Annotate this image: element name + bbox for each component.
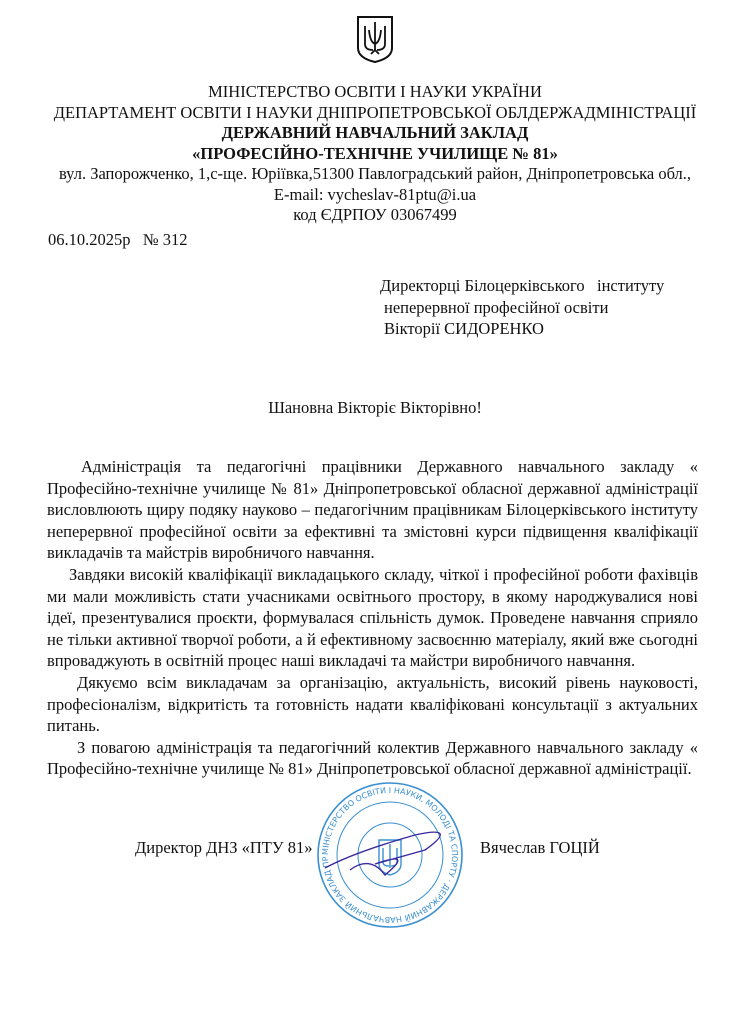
signature-row: [47, 785, 698, 924]
addressee: [380, 275, 664, 340]
institution-name-2: «ПРОФЕСІЙНО-ТЕХНІЧНЕ УЧИЛИЩЕ № 81»: [192, 143, 558, 163]
addressee-line-1: Директорці Білоцерківського інституту: [380, 276, 665, 295]
ministry-name: МІНІСТЕРСТВО ОСВІТИ І НАУКИ УКРАЇНИ: [208, 82, 542, 101]
institution-code: код ЄДРПОУ 03067499: [293, 205, 457, 224]
signatory-name: Вячеслав ГОЦІЙ: [480, 837, 600, 857]
letter-body: [47, 456, 698, 780]
letter-flow: [47, 456, 698, 924]
paragraph: З повагою адміністрація та педагогічний колектив Державного навчального закладу « Професійно-технічне училище № 81» Дніпропетровської обласної державної адміністрації.: [47, 737, 698, 779]
institution-email: E-mail: vycheslav-81ptu@i.ua: [273, 184, 477, 204]
institution-address: вул. Запорожченко, 1,с-ще. Юріївка,51300 Павлоградський район, Дніпропетровська обл.,: [58, 164, 692, 183]
date-number: 06.10.2025р № 312: [48, 230, 188, 249]
addressee-line-3: Вікторії СИДОРЕНКО: [384, 319, 544, 338]
stamp-text: МІНІСТЕРСТВО ОСВІТИ І НАУКИ, МОЛОДІ ТА СПОРТУ · ДЕРЖАВНИЙ НАВЧАЛЬНИЙ ЗАКЛАД ПР: [320, 785, 460, 924]
official-stamp: [315, 780, 465, 930]
institution-name-1: ДЕРЖАВНИЙ НАВЧАЛЬНИЙ ЗАКЛАД: [221, 123, 529, 142]
trident-coat-of-arms-icon: [355, 14, 395, 64]
paragraph: Дякуємо всім викладачам за організацію, актуальність, високий рівень науковості, професіоналізм, відкритість та готовність надати кваліфіковані консультації з актуальних питань.: [47, 672, 698, 736]
department-name: ДЕПАРТАМЕНТ ОСВІТИ І НАУКИ ДНІПРОПЕТРОВСЬКОЇ ОБЛДЕРЖАДМІНІСТРАЦІЇ: [53, 102, 697, 122]
salutation: Шановна Вікторіє Вікторівно!: [268, 398, 482, 417]
letterhead: [0, 82, 750, 226]
paragraph: Адміністрація та педагогічні працівники Державного навчального закладу « Професійно-технічне училище № 81» Дніпропетровської обласної державної адміністрації висловлюють щиру подяку науково – педагогічним працівникам Білоцерківського інституту неперервної професійної освіти за ефективні та змістовні курси підвищення кваліфікації викладачів та майстрів виробничого навчання.: [47, 457, 698, 563]
signatory-title: Директор ДНЗ «ПТУ 81»: [135, 837, 313, 857]
paragraph: Завдяки високій кваліфікації викладацького складу, чіткої і професійної роботи фахівців ми мали можливість стати учасниками освітнього простору, в якому народжувалися нові ідеї, презентувалися проєкти, формувалася спільність думок. Проведене навчання сприяло не тільки активної творчої роботи, а й ефективному засвоєнню матеріалу, який вже сьогодні впроваджують в освітній процес наші викладачі та майстри виробничого навчання.: [47, 564, 698, 671]
addressee-line-2: неперервної професійної освіти: [384, 297, 609, 317]
